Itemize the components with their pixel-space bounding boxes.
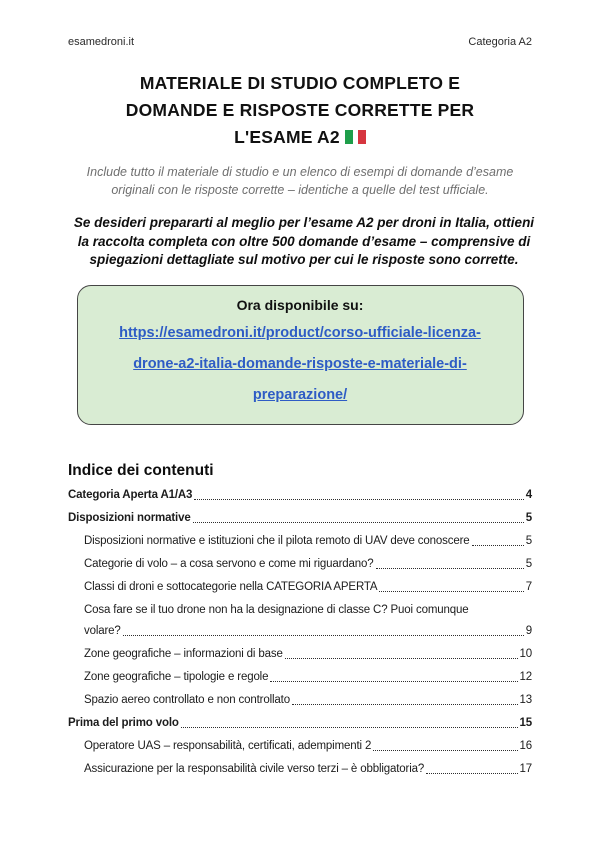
toc-page-number: 4 bbox=[525, 488, 532, 501]
flag-red-band bbox=[358, 130, 366, 144]
toc-dot-leader bbox=[193, 522, 524, 523]
toc-dot-leader bbox=[376, 568, 524, 569]
toc-page-number: 10 bbox=[519, 647, 532, 660]
toc-page-number: 9 bbox=[525, 624, 532, 637]
italy-flag-icon bbox=[345, 130, 366, 144]
table-of-contents bbox=[68, 488, 532, 777]
toc-label: Classi di droni e sottocategorie nella CATEGORIA APERTA bbox=[84, 580, 378, 593]
title-line-2: DOMANDE E RISPOSTE CORRETTE PER bbox=[125, 100, 475, 120]
toc-page-number: 12 bbox=[519, 670, 532, 683]
toc-label: Disposizioni normative e istituzioni che il pilota remoto di UAV deve conoscere bbox=[84, 534, 470, 547]
toc-dot-leader bbox=[194, 499, 523, 500]
toc-entry-assicurazione[interactable] bbox=[68, 762, 532, 777]
toc-page-number: 5 bbox=[525, 534, 532, 547]
page-header bbox=[68, 36, 532, 48]
availability-heading: Ora disponibile su: bbox=[236, 296, 364, 313]
title-line-1: MATERIALE DI STUDIO COMPLETO E bbox=[139, 73, 461, 93]
toc-label: Categorie di volo – a cosa servono e come mi riguardano? bbox=[84, 557, 374, 570]
toc-page-number: 5 bbox=[525, 511, 532, 524]
toc-dot-leader bbox=[472, 545, 524, 546]
toc-entry-zone-geografiche-base[interactable] bbox=[68, 647, 532, 662]
toc-label: Zone geografiche – informazioni di base bbox=[84, 647, 283, 660]
toc-label: Spazio aereo controllato e non controllato bbox=[84, 693, 290, 706]
toc-dot-leader bbox=[123, 635, 524, 636]
availability-box bbox=[77, 285, 524, 425]
toc-entry-categoria-aperta[interactable] bbox=[68, 488, 532, 503]
availability-link[interactable]: https://esamedroni.it/product/corso-ufficiale-licenza-drone-a2-italia-domande-risposte-e-materiale-di-preparazione/ bbox=[119, 324, 481, 403]
toc-label: Assicurazione per la responsabilità civile verso terzi – è obbligatoria? bbox=[84, 762, 425, 775]
toc-label: Operatore UAS – responsabilità, certificati, adempimenti 2 bbox=[84, 739, 372, 752]
toc-page-number: 13 bbox=[519, 693, 532, 706]
toc-entry-prima-del-primo-volo[interactable] bbox=[68, 716, 532, 731]
title-line-3: L'ESAME A2 bbox=[68, 124, 532, 151]
flag-green-band bbox=[345, 130, 353, 144]
toc-label: Prima del primo volo bbox=[68, 716, 179, 729]
page-title bbox=[68, 70, 532, 151]
toc-dot-leader bbox=[426, 773, 517, 774]
header-site: esamedroni.it bbox=[68, 36, 135, 48]
toc-page-number: 15 bbox=[519, 716, 532, 729]
promo-paragraph: Se desideri prepararti al meglio per l’esame A2 per droni in Italia, ottieni la raccolta completa con oltre 500 domande d’esame – comprensive di spiegazioni dettagliate sul motivo per cui le risposte sono corrette. bbox=[73, 215, 535, 267]
toc-page-number: 16 bbox=[519, 739, 532, 752]
toc-dot-leader bbox=[285, 658, 518, 659]
toc-entry-disposizioni-normative[interactable] bbox=[68, 511, 532, 526]
toc-entry-operatore-uas[interactable] bbox=[68, 739, 532, 754]
toc-label-line-2: volare? bbox=[84, 624, 121, 637]
header-category: Categoria A2 bbox=[468, 36, 532, 48]
toc-dot-leader bbox=[270, 681, 517, 682]
toc-label: Zone geografiche – tipologie e regole bbox=[84, 670, 269, 683]
toc-page-number: 5 bbox=[525, 557, 532, 570]
toc-entry-classi-di-droni[interactable] bbox=[68, 580, 532, 595]
toc-entry-categorie-di-volo[interactable] bbox=[68, 557, 532, 572]
toc-page-number: 17 bbox=[519, 762, 532, 775]
toc-entry-spazio-aereo[interactable] bbox=[68, 693, 532, 708]
toc-page-number: 7 bbox=[525, 580, 532, 593]
toc-dot-leader bbox=[292, 704, 518, 705]
toc-label: Disposizioni normative bbox=[68, 511, 191, 524]
toc-label-line-1: Cosa fare se il tuo drone non ha la designazione di classe C? Puoi comunque bbox=[84, 603, 469, 616]
intro-paragraph: Include tutto il materiale di studio e un elenco di esempi di domande d’esame originali con le risposte corrette – identiche a quelle del test ufficiale. bbox=[86, 165, 514, 197]
toc-dot-leader bbox=[379, 591, 523, 592]
toc-entry-disposizioni-istituzioni[interactable] bbox=[68, 534, 532, 549]
toc-entry-cosa-fare-classe-c[interactable] bbox=[68, 603, 532, 639]
toc-entry-zone-geografiche-tipologie[interactable] bbox=[68, 670, 532, 685]
toc-label: Categoria Aperta A1/A3 bbox=[68, 488, 193, 501]
toc-dot-leader bbox=[181, 727, 518, 728]
toc-heading: Indice dei contenuti bbox=[68, 461, 214, 479]
toc-dot-leader bbox=[373, 750, 517, 751]
